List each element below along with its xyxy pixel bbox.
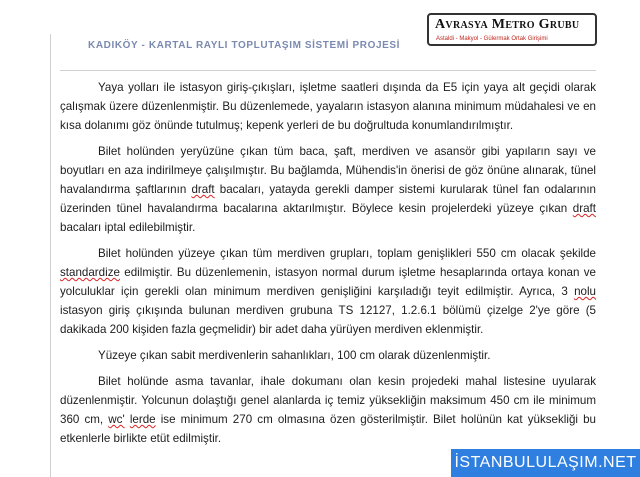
- paragraph-text: Bilet holünden yeryüzüne çıkan tüm baca, şaft, merdiven ve asansör gibi yapıların sayı ve boyutları en aza indirilmeye çalışılmıştır. Bu bağlamda, Mühendis'in önerisi de göz önüne alınarak, tünel havalandırma şaftlarının: [60, 145, 596, 196]
- page-margin-line: [50, 34, 51, 477]
- document-body: [60, 78, 596, 455]
- spellcheck-word: draft: [191, 183, 215, 196]
- header-divider: [60, 70, 596, 71]
- body-paragraph: [60, 78, 596, 135]
- logo-subtitle: Astaldi - Makyol - Gülermak Ortak Girişimi: [436, 36, 548, 42]
- document-title: KADIKÖY - KARTAL RAYLI TOPLUTAŞIM SİSTEMİ PROJESİ: [88, 40, 401, 51]
- paragraph-text: Bilet holünde asma tavanlar, ihale dokumanı olan kesin projedeki mahal listesine uyularak düzenlenmiştir. Yolcunun dolaştığı genel alanlarda iç temiz yüksekliğin maksimum 450 cm ile minimum 360 cm,: [60, 375, 596, 426]
- spellcheck-word: standardize: [60, 266, 120, 279]
- paragraph-text: ise minimum 270 cm olmasına özen gösterilmiştir. Bilet holünün kat yüksekliği bu etkenlerle birlikte etüt edilmiştir.: [60, 413, 596, 445]
- body-paragraph: [60, 244, 596, 339]
- spellcheck-word: wc': [108, 413, 125, 426]
- body-paragraph: [60, 346, 596, 365]
- paragraph-text: Yüzeye çıkan sabit merdivenlerin sahanlıkları, 100 cm olarak düzenlenmiştir.: [98, 349, 491, 362]
- spellcheck-word: draft: [572, 202, 596, 215]
- body-paragraph: [60, 142, 596, 237]
- paragraph-text: bacaları, yatayda gerekli damper sistemi kurularak tünel fan odalarının üzerinden tünel havalandırma bacalarına aktarılmıştır. Böylece kesin projelerdeki yüzeye çıkan: [60, 183, 596, 215]
- paragraph-text: edilmiştir. Bu düzenlemenin, istasyon normal durum işletme hesaplarında ortaya konan ve yolculuklar için gerekli olan minimum merdiven genişliğini karşıladığı teyit edilmiştir. Ayrıca, 3: [60, 266, 596, 298]
- paragraph-text: Bilet holünden yüzeye çıkan tüm merdiven grupları, toplam genişlikleri 550 cm olacak şekilde: [98, 247, 596, 260]
- spellcheck-word: nolu: [574, 285, 596, 298]
- spellcheck-word: lerde: [129, 413, 156, 426]
- body-paragraph: [60, 372, 596, 448]
- logo-wordmark: AVRASYA METRO GRUBU: [435, 17, 580, 32]
- document-header: [60, 34, 420, 71]
- paragraph-text: bacaları iptal edilebilmiştir.: [60, 221, 196, 234]
- paragraph-text: Yaya yolları ile istasyon giriş-çıkışları, işletme saatleri dışında da E5 için yaya alt geçidi olarak çalışmak üzere düzenlenmiştir. Bu düzenlemede, yayaların istasyon alanına minimum müdahalesi ve en kısa dolanımı göz önünde tutulmuş; kepenk yerleri de bu doğrultuda konumlandırılmıştır.: [60, 81, 596, 132]
- company-logo: [427, 13, 597, 46]
- site-watermark: İSTANBULULAŞIM.NET: [451, 449, 640, 477]
- paragraph-text: istasyon giriş çıkışında bulunan merdiven grubuna TS 12127, 1.2.6.1 bölümü çizelge 2'ye göre (5 dakikada 200 kişiden fazla geçmelidir) bir adet daha yürüyen merdiven eklenmiştir.: [60, 304, 596, 336]
